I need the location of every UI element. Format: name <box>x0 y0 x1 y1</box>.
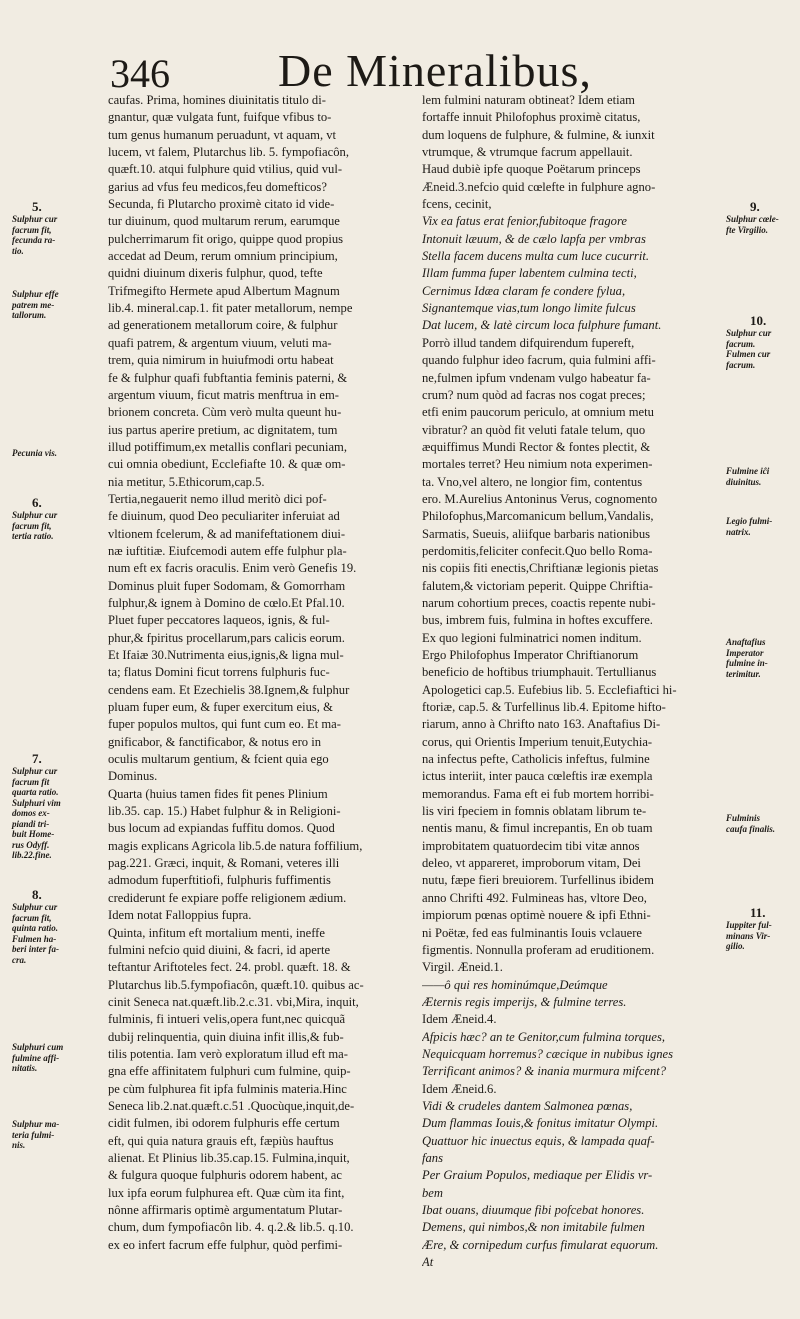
text-line: nia metitur, 5.Ethicorum,cap.5. <box>108 474 265 489</box>
note-line: Sulphur cur <box>12 510 58 520</box>
note-line: nis. <box>12 1140 26 1150</box>
marginal-note <box>12 888 98 965</box>
note-line: Sulphur cur <box>12 214 58 224</box>
note-line: caufa finalis. <box>726 823 776 834</box>
note-line: diuinitus. <box>726 476 762 487</box>
text-line: fcens, cecinit, <box>422 197 492 212</box>
note-line: Sulphur ma- <box>12 1119 60 1129</box>
text-line: falutem,& victoriam peperit. Quippe Chriftia- <box>422 578 653 593</box>
note-line: Sulphur cœle- <box>726 214 779 224</box>
note-line: tio. <box>12 245 24 256</box>
text-line: improbitatem quatuordecim tibi vitæ annos <box>422 838 640 853</box>
right-text-column <box>422 92 722 1271</box>
text-line: Ibat ouans, diuumque fibi pofcebat honores. <box>422 1203 645 1217</box>
text-line: lib.35. cap. 15.) Habet fulphur & in Religioni- <box>108 804 341 819</box>
text-line: cui omnia obediunt, Ecclefiafte 10. & quæ om- <box>108 457 346 472</box>
text-line: pe cùm fulphurea fit ipfa fulminis materia.Hinc <box>108 1081 347 1096</box>
marginal-note <box>12 752 98 861</box>
text-line: oculis multarum gentium, & fcient quia ego <box>108 752 329 767</box>
note-line: Pecunia vis. <box>12 448 57 458</box>
text-line: nis copiis fiti enectis,Chriftianæ legionis pietas <box>422 561 659 576</box>
marginal-note <box>12 496 98 542</box>
note-line: facrum fit, <box>12 224 52 235</box>
text-line: Idem notat Falloppius fupra. <box>108 908 252 923</box>
note-line: beri inter fa- <box>12 944 59 954</box>
text-line: æquiffimus Mundi Rector & fontes plectit, & <box>422 439 651 454</box>
marginal-note <box>726 813 796 834</box>
text-line: Terrificant animos? & inania murmura mifcent? <box>422 1064 667 1079</box>
note-line: Fulmen ha- <box>12 933 57 944</box>
text-line: tilis potentia. Iam verò exploratum illud eft ma- <box>108 1046 348 1061</box>
note-line: Sulphur effe <box>12 289 59 299</box>
text-line: Dum flammas Iouis,& fonitus imitatur Olympi. <box>422 1116 659 1131</box>
text-line: dubij relinquentia, quin diuina infit illis,& fub- <box>108 1029 344 1044</box>
text-line: vtrumque, & vtrumque facrum appellauit. <box>422 145 633 160</box>
note-line: piandi tri- <box>12 818 50 829</box>
text-line: corus, qui Orientis Imperium tenuit,Eutychia- <box>422 734 653 749</box>
text-line: fe diuinum, quod Deo peculiariter inferuiat ad <box>108 509 340 524</box>
text-line: Demens, qui nimbos,& non imitabile fulmen <box>422 1220 645 1235</box>
text-line: chum, dum fympofiacôn lib. 4. q.2.& lib.5. q.10. <box>108 1220 354 1235</box>
note-line: Imperator <box>726 647 764 658</box>
note-line: Fulmen cur <box>726 349 771 359</box>
text-line: dum loquens de fulphure, & fulmine, & iunxit <box>422 127 655 142</box>
text-line: illud potiffimum,ex metallis conflari pecuniam, <box>108 439 347 454</box>
note-line: quarta ratio. <box>12 787 59 797</box>
note-line: Sulphuri vim <box>12 797 61 808</box>
text-line: vltionem fcelerum, & ad manifeftationem diui- <box>108 526 346 541</box>
note-line: cra. <box>12 954 27 965</box>
note-number: 6. <box>32 495 42 510</box>
text-line: lucem, vt falem, Plutarchus lib. 5. fympofiacôn, <box>108 145 349 160</box>
text-line: figmentis. Nonnulla proferam ad eruditionem. <box>422 942 655 957</box>
text-line: trem, quia nimirum in huiufmodi ortu habeat <box>108 353 334 368</box>
note-line: Sulphuri cum <box>12 1042 64 1052</box>
text-line: ta; flatus Domini ficut torrens fulphuris fuc- <box>108 665 330 680</box>
text-line: At <box>422 1255 434 1270</box>
note-line: fte Virgilio. <box>726 224 769 235</box>
text-line: fortaffe innuit Philofophus proximè citatus, <box>422 110 641 125</box>
text-line: anno Chrifti 492. Fulmineas has, vltore Deo, <box>422 890 647 905</box>
text-line: deleo, vt appareret, improborum vitam, Dei <box>422 856 641 871</box>
text-line: Nequicquam horremus? cæcique in nubibus ignes <box>422 1046 674 1061</box>
text-line: Dominus pluit fuper Sodomam, & Gomorrham <box>108 578 346 593</box>
text-line: Æternis regis imperijs, & fulmine terres. <box>422 994 627 1009</box>
text-line: tum genus humanum peruadunt, vt aquam, vt <box>108 127 337 142</box>
note-line: patrem me- <box>12 299 55 310</box>
text-line: næ iuftitiæ. Eiufcemodi autem effe fulphur pla- <box>108 543 347 558</box>
text-line: crum? num quòd ad facras nos cogat preces; <box>422 387 646 402</box>
note-line: Fulmine iĉi <box>726 466 770 476</box>
text-line: phur,& fpiritus procellarum,pars calicis eorum. <box>108 630 345 645</box>
text-line: Afpicis hæc? an te Genitor,cum fulmina torques, <box>422 1029 665 1044</box>
text-line: Philofophus,Marcomanicum bellum,Vandalis, <box>422 509 654 524</box>
text-line: memorandus. Fama eft ei fub mortem horribi- <box>422 786 654 801</box>
text-line: narum cohortium preces, coactis repente nubi- <box>422 595 656 610</box>
marginal-note <box>12 289 98 321</box>
text-line: Quarta (huius tamen fides fit penes Plinium <box>108 786 328 801</box>
text-line: accedat ad Deum, rerum omnium principium, <box>108 249 338 264</box>
marginal-note <box>12 448 98 459</box>
note-line: Sulphur cur <box>726 328 772 338</box>
text-line: Porrò illud tandem difquirendum fupereft, <box>422 335 635 350</box>
text-line: crediderunt fe expiare poffe religionem ædium. <box>108 890 347 905</box>
note-line: teria fulmi- <box>12 1129 55 1140</box>
text-line: Ære, & cornipedum curfus fimularat equorum. <box>422 1237 659 1252</box>
note-line: nitatis. <box>12 1063 38 1073</box>
note-line: minans Vir- <box>726 930 771 941</box>
text-line: cinit Seneca nat.quæft.lib.2.c.31. vbi,Mira, inquit, <box>108 994 359 1009</box>
text-line: perdomitis,feliciter confecit.Quo bello Roma- <box>422 543 653 558</box>
text-line: Æneid.3.nefcio quid cœlefte in fulphure agno- <box>422 179 656 194</box>
text-line: Idem Æneid.4. <box>422 1012 497 1027</box>
note-number: 8. <box>32 887 42 902</box>
text-line: Trifmegifto Hermete apud Albertum Magnum <box>108 283 340 298</box>
text-line: brionem concreta. Cùm verò multa queunt hu- <box>108 405 342 420</box>
text-line: fulphur,& ignem à Domino de cœlo.Et Pfal.10. <box>108 595 345 610</box>
text-line: lib.4. mineral.cap.1. fit pater metallorum, nempe <box>108 301 353 316</box>
text-line: Dominus. <box>108 769 158 784</box>
note-line: Fulminis <box>726 813 761 823</box>
note-line: Iuppiter ful- <box>726 920 772 930</box>
marginal-note <box>12 1042 98 1074</box>
note-number: 10. <box>750 313 767 328</box>
text-line: ni Poëtæ, fed eas fulminantis Iouis vclauere <box>422 925 642 940</box>
left-text-column <box>108 92 408 1254</box>
text-line: cidit fulmen, ibi odorem fulphuris effe certum <box>108 1116 340 1131</box>
text-line: Sarmatis, Sueuis, aliifque barbaris nationibus <box>422 526 651 541</box>
text-line: gnantur, quæ vulgata funt, fuifque vfibus to- <box>108 110 332 125</box>
text-line: ius partus aperire pretium, ac dignitatem, tum <box>108 422 338 437</box>
marginal-note <box>726 637 796 679</box>
text-line: Illam fumma fuper labentem culmina tecti, <box>422 266 637 281</box>
text-line: mortales terret? Heu nimium nota experimen- <box>422 457 653 472</box>
text-line: quæft.10. atqui fulphure quid vtilius, quid vul- <box>108 162 343 177</box>
note-line: gilio. <box>726 941 745 951</box>
note-line: Sulphur cur <box>12 766 58 776</box>
text-line: nutu, fæpe fieri breuiorem. Turfellinus ibidem <box>422 873 654 888</box>
marginal-note <box>726 200 796 235</box>
note-line: facrum fit, <box>12 520 52 531</box>
text-line: fulmini nefcio quid diuini, & facri, id aperte <box>108 942 331 957</box>
note-line: lib.22.fine. <box>12 850 52 860</box>
text-line: lis viri fpeciem in fomnis oblatam librum te- <box>422 804 647 819</box>
text-line: Cernimus Idæa claram fe condere fylua, <box>422 283 626 298</box>
text-line: cendens eam. Et Ezechielis 38.Ignem,& fulphur <box>108 682 350 697</box>
text-line: alienat. Et Plinius lib.35.cap.15. Fulmina,inquit, <box>108 1150 350 1165</box>
text-line: fans <box>422 1150 443 1165</box>
note-line: natrix. <box>726 526 751 537</box>
text-line: Plutarchus lib.5.fympofiacôn, quæft.10. quibus ac- <box>108 977 364 992</box>
page-number: 346 <box>110 51 170 96</box>
text-line: beneficio de hoftibus triumphauit. Tertullianus <box>422 665 657 680</box>
text-line: etfi enim paucorum periculo, at omnium metu <box>422 405 654 420</box>
text-line: Stella facem ducens multa cum luce cucurrit. <box>422 249 649 264</box>
note-line: fulmine affi- <box>12 1052 60 1063</box>
text-line: Per Graium Populos, mediaque per Elidis vr- <box>422 1168 653 1183</box>
text-line: Ex quo legioni fulminatrici nomen inditum. <box>422 630 642 645</box>
text-line: admodum fuperftitiofi, fulphuris fuffimentis <box>108 873 331 888</box>
text-line: magis explicans Agricola lib.5.de natura foffilium, <box>108 838 363 853</box>
text-line: Et Ifaiæ 30.Nutrimenta eius,ignis,& ligna mul- <box>108 648 344 662</box>
text-line: riarum, anno à Chrifto nato 163. Anaftafius Di- <box>422 717 661 732</box>
text-line: Tertia,negauerit nemo illud meritò dici pof- <box>108 491 327 506</box>
text-line: impiorum pœnas optimè nouere & ipfi Ethni- <box>422 908 651 923</box>
text-line: bus locum ad expiandas fuffitu domos. Quod <box>108 821 335 836</box>
text-line: Vidi & crudeles dantem Salmonea pœnas, <box>422 1098 633 1113</box>
text-line: Secunda, fi Plutarcho proximè citato id vide- <box>108 197 335 212</box>
text-line: Quinta, infitum eft mortalium menti, ineffe <box>108 925 325 940</box>
text-line: nentis manu, & fimul increpantis, En ob tuam <box>422 821 653 836</box>
text-line: ne,fulmen ipfum vndenam vulgo habeatur fa- <box>422 370 651 385</box>
text-line: vibratur? an quòd fit veluti fatale telum, quo <box>422 422 646 437</box>
text-line: quando fulphur ideo facrum, quia fulmini affi- <box>422 353 656 368</box>
text-line: garius ad vfus feu medicos,feu domefticos? <box>108 179 327 194</box>
note-line: quinta ratio. <box>12 923 59 933</box>
note-number: 7. <box>32 751 42 766</box>
note-line: fecunda ra- <box>12 235 56 245</box>
note-line: Legio fulmi- <box>726 516 773 526</box>
note-line: domos ex- <box>12 808 50 818</box>
note-line: buit Home- <box>12 829 55 839</box>
note-line: facrum fit, <box>12 912 52 923</box>
text-line: ad generationem metallorum coire, & fulphur <box>108 318 338 333</box>
note-number: 11. <box>750 905 766 920</box>
note-line: facrum fit <box>12 776 50 787</box>
text-line: ta. Vno,vel altero, ne longior fim, contentus <box>422 474 643 489</box>
text-line: Haud dubiè ipfe quoque Poëtarum princeps <box>422 162 641 177</box>
text-line: Vix ea fatus erat fenior,fubitoque fragore <box>422 214 627 229</box>
text-line: fulminis, fi intueri velis,opera funt,nec quicquã <box>108 1012 346 1027</box>
text-line: lem fulmini naturam obtineat? Idem etiam <box>422 93 635 107</box>
text-line: ——ô qui res hominúmque,Deúmque <box>422 977 608 992</box>
note-line: terimitur. <box>726 668 761 679</box>
marginal-note <box>12 1119 98 1151</box>
text-line: quidni diuinum dixeris fulphur, quod, tefte <box>108 266 323 281</box>
text-line: Pluet fuper peccatores laqueos, ignis, & ful- <box>108 613 330 628</box>
text-line: bem <box>422 1185 443 1200</box>
note-line: Anaftafius <box>726 637 766 647</box>
text-line: Idem Æneid.6. <box>422 1081 497 1096</box>
text-line: Signantemque vias,tum longo limite fulcus <box>422 301 636 316</box>
text-line: Quattuor hic inuectus equis, & lampada quaf- <box>422 1133 655 1148</box>
text-line: tur diuinum, quod multarum rerum, earumque <box>108 214 340 229</box>
text-line: pag.221. Græci, inquit, & Romani, veteres illi <box>108 856 340 871</box>
text-line: Ergo Philofophus Imperator Chriftianorum <box>422 648 639 662</box>
note-number: 9. <box>750 199 760 214</box>
marginal-note <box>726 516 796 537</box>
text-line: pulcherrimarum fit origo, quippe quod propius <box>108 231 344 246</box>
text-line: ictus interiit, inter pauca cœleftis iræ exempla <box>422 769 653 784</box>
note-line: tallorum. <box>12 310 47 320</box>
text-line: ex eo infert facrum effe fulphur, quòd perfimi- <box>108 1237 343 1252</box>
text-line: caufas. Prima, homines diuinitatis titulo di- <box>108 93 326 107</box>
text-line: Intonuit læuum, & de cælo lapfa per vmbras <box>422 231 646 246</box>
text-line: bus, imbrem fuis, fulmina in hoftes excuffere. <box>422 613 653 628</box>
text-line: pluam fuper eum, & fuper exercitum eius, & <box>108 700 333 715</box>
marginal-note <box>726 906 796 952</box>
note-line: facrum. <box>726 359 756 370</box>
text-line: eft, qui quia natura grauis eft, fæpiùs hauftus <box>108 1133 334 1148</box>
text-line: teftantur Ariftoteles fect. 24. probl. quæft. 18. & <box>108 960 351 975</box>
note-number: 5. <box>32 199 42 214</box>
text-line: na infectus pefte, Catholicis infeftus, fulmine <box>422 752 650 767</box>
text-line: ero. M.Aurelius Antoninus Verus, cognomento <box>422 491 658 506</box>
text-line: Seneca lib.2.nat.quæft.c.51 .Quocùque,inquit,de- <box>108 1098 355 1113</box>
note-line: Sulphur cur <box>12 902 58 912</box>
text-line: num eft ex facris oraculis. Enim verò Genefis 19. <box>108 561 357 576</box>
text-line: lux ipfa eorum fulphurea eft. Quæ cùm ita fint, <box>108 1185 345 1200</box>
text-line: Apologetici cap.5. Eufebius lib. 5. Ecclefiaftici hi- <box>422 682 677 697</box>
text-line: nônne affirmaris optimè argumentatum Plutar- <box>108 1203 343 1217</box>
note-line: fulmine in- <box>726 658 768 668</box>
text-line: gnificabor, & fanctificabor, & notus ero in <box>108 734 322 749</box>
text-line: gna effe affinitatem fulphuri cum fulmine, quip- <box>108 1064 351 1079</box>
text-line: fe & fulphur quafi fubftantia feminis paterni, & <box>108 370 348 385</box>
text-line: argentum viuum, ficut matris menftrua in em- <box>108 387 339 402</box>
marginal-note <box>726 314 796 370</box>
text-line: ftoriæ, cap.5. & Turfellinus lib.4. Epitome hifto- <box>422 700 666 715</box>
text-line: quafi patrem, & argentum viuum, veluti ma- <box>108 335 332 350</box>
marginal-note <box>726 466 796 487</box>
note-line: rus Odyff. <box>12 839 50 850</box>
note-line: facrum. <box>726 338 756 349</box>
text-line: fuper populos multos, qui funt cum eo. Et ma- <box>108 717 341 732</box>
text-line: & fulgura quoque fulphuris odorem habent, ac <box>108 1168 342 1183</box>
text-line: Virgil. Æneid.1. <box>422 960 503 975</box>
marginal-note <box>12 200 98 256</box>
note-line: tertia ratio. <box>12 531 54 541</box>
text-line: Dat lucem, & latè circum loca fulphure fumant. <box>422 318 662 333</box>
running-title: De Mineralibus, <box>278 45 592 96</box>
